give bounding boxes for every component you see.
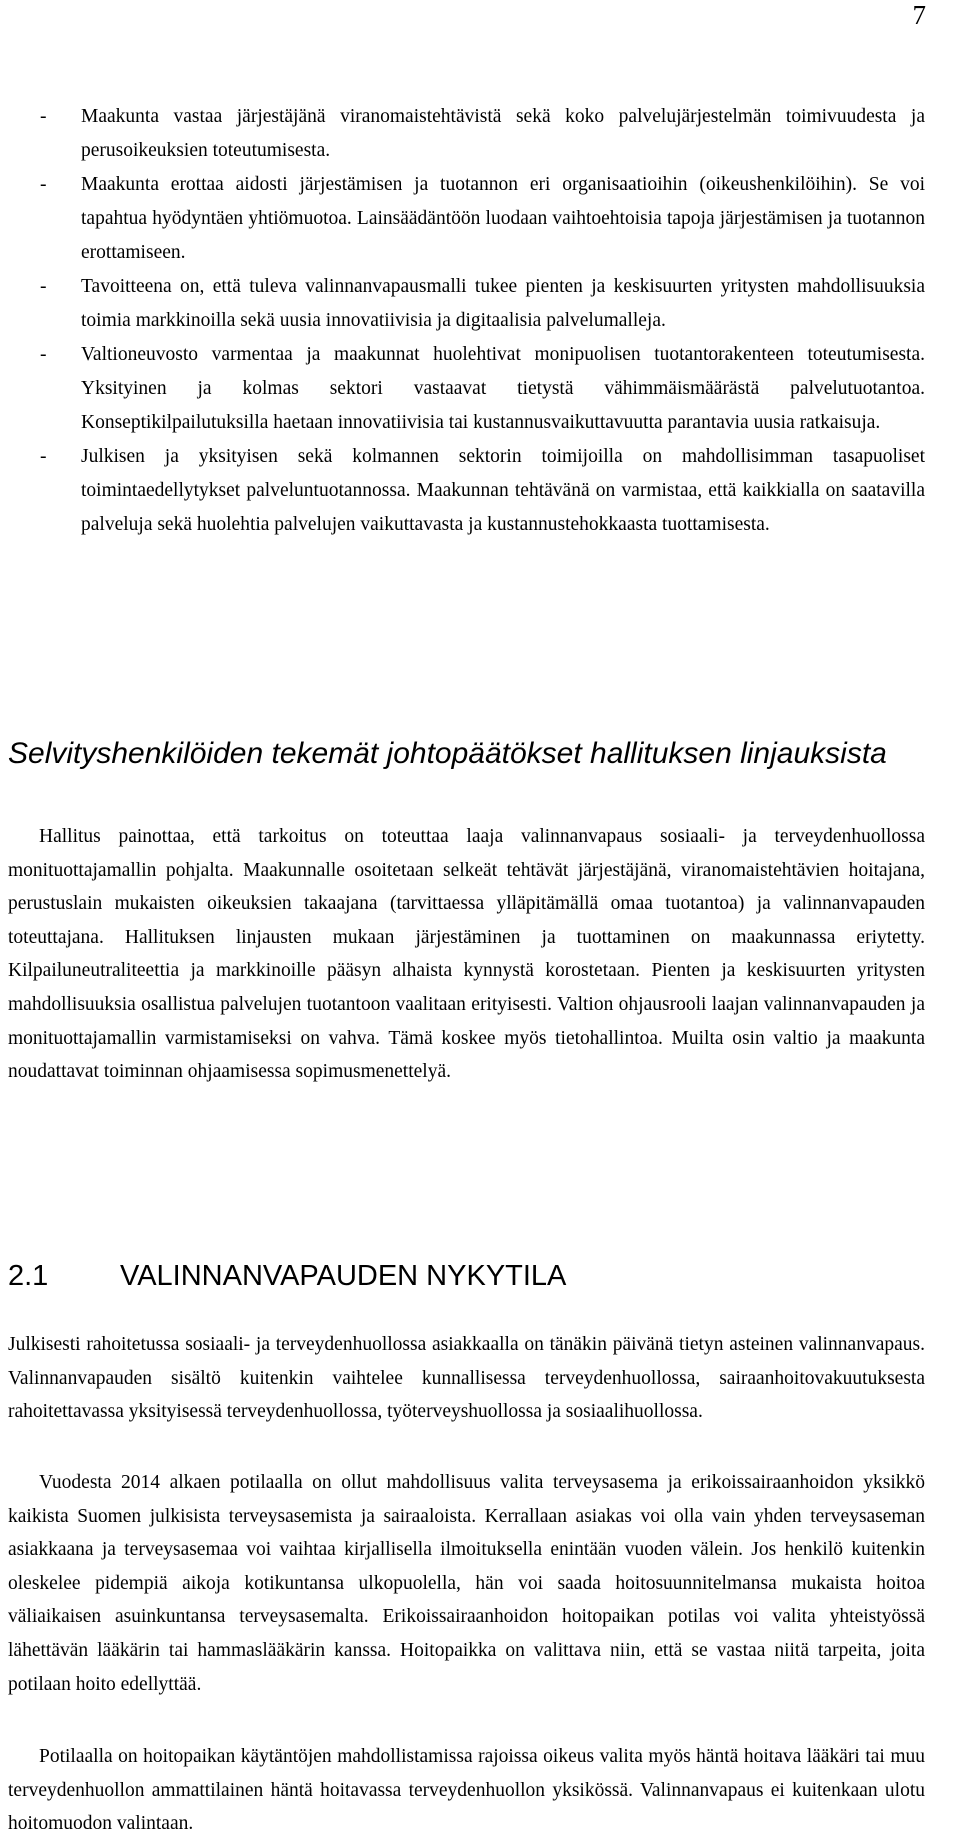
bullet-text: Tavoitteena on, että tuleva valinnanvapausmalli tukee pienten ja keskisuurten yritysten mahdollisuuksia toimia markkinoilla sekä uusia innovatiivisia ja digitaalisia palvelumalleja. <box>81 276 925 331</box>
section-heading-conclusions: Selvityshenkilöiden tekemät johtopäätökset hallituksen linjauksista <box>8 737 887 770</box>
page-number: 7 <box>912 0 926 30</box>
list-item <box>40 270 925 338</box>
paragraph-current-state-1: Julkisesti rahoitetussa sosiaali- ja terveydenhuollossa asiakkaalla on tänäkin päivänä tietyn asteinen valinnanvapaus. Valinnanvapauden sisältö kuitenkin vaihtelee kunnallisessa terveydenhuollossa, sairaanhoitovakuutuksesta rahoitettavassa yksityisessä terveydenhuollossa, työterveyshuollossa ja sosiaalihuollossa. <box>8 1334 925 1423</box>
bullet-list <box>40 100 925 542</box>
paragraph-conclusions: Hallitus painottaa, että tarkoitus on toteuttaa laaja valinnanvapaus sosiaali- ja terveydenhuollossa monituottajamallin pohjalta. Maakunnalle osoitetaan selkeät tehtävät järjestäjänä, viranomaistehtävien hoitajana, perustuslain mukaisten oikeuksien takaajana (tarvittaessa ylläpitämällä omaa tuotantoa) ja valinnanvapauden toteuttajana. Hallituksen linjausten mukaan järjestäminen ja tuottaminen on maakunnassa eriytetty. Kilpailuneutraliteettia ja markkinoille pääsyn alhaista kynnystä korostetaan. Pienten ja keskisuurten yritysten mahdollisuuksia osallistua palvelujen tuotantoon vaalitaan erityisesti. Valtion ohjausrooli laajan valinnanvapauden ja monituottajamallin varmistamiseksi on vahva. Tämä koskee myös tietohallintoa. Muilta osin valtio ja maakunta noudattavat toiminnan ohjaamisessa sopimusmenettelyä. <box>8 826 925 1083</box>
paragraph-current-state-2: Vuodesta 2014 alkaen potilaalla on ollut mahdollisuus valita terveysasema ja erikoissairaanhoidon yksikkö kaikista Suomen julkisista terveysasemista ja sairaaloista. Kerrallaan asiakas voi olla vain yhden terveysaseman asiakkaana ja terveysasemaa voi vaihtaa kirjallisella ilmoituksella enintään vuoden välein. Jos henkilö kuitenkin oleskelee pidempiä aikoja kotikuntansa ulkopuolella, hän voi saada hoitosuunnitelmansa mukaista hoitoa väliaikaisen asuinkuntansa terveysasemalta. Erikoissairaanhoidon hoitopaikan potilas voi valita yhteistyössä lähettävän lääkärin tai hammaslääkärin kanssa. Hoitopaikka on valittava niin, että se vastaa niitä tarpeita, joita potilaan hoito edellyttää. <box>8 1472 925 1695</box>
list-item <box>40 100 925 168</box>
section-heading-2-1 <box>8 1258 566 1294</box>
list-item <box>40 168 925 270</box>
section-title: VALINNANVAPAUDEN NYKYTILA <box>120 1260 567 1292</box>
bullet-text: Julkisen ja yksityisen sekä kolmannen sektorin toimijoilla on mahdollisimman tasapuoliset toimintaedellytykset palveluntuotannossa. Maakunnan tehtävänä on varmistaa, että kaikkialla on saatavilla palveluja sekä huolehtia palvelujen vaikuttavasta ja kustannustehokkaasta tuottamisesta. <box>81 446 925 535</box>
bullet-text: Maakunta erottaa aidosti järjestämisen ja tuotannon eri organisaatioihin (oikeushenkilöihin). Se voi tapahtua hyödyntäen yhtiömuotoa. Lainsäädäntöön luodaan vaihtoehtoisia tapoja järjestämisen ja tuotannon erottamiseen. <box>81 174 925 263</box>
bullet-dash: - <box>40 446 47 467</box>
section-number: 2.1 <box>8 1260 49 1292</box>
bullet-dash: - <box>40 106 47 127</box>
paragraph-current-state-3: Potilaalla on hoitopaikan käytäntöjen mahdollistamissa rajoissa oikeus valita myös häntä hoitava lääkäri tai muu terveydenhuollon ammattilainen häntä hoitavassa terveydenhuollon yksikössä. Valinnanvapaus ei kuitenkaan ulotu hoitomuodon valintaan. <box>8 1746 925 1835</box>
bullet-text: Valtioneuvosto varmentaa ja maakunnat huolehtivat monipuolisen tuotantorakenteen toteutumisesta. Yksityinen ja kolmas sektori vastaavat tietystä vähimmäismäärästä palvelutuotantoa. Konseptikilpailutuksilla haetaan innovatiivisia tai kustannusvaikuttavuutta parantavia uusia ratkaisuja. <box>81 344 925 433</box>
bullet-dash: - <box>40 276 47 297</box>
list-item <box>40 338 925 440</box>
bullet-dash: - <box>40 174 47 195</box>
bullet-dash: - <box>40 344 47 365</box>
list-item <box>40 440 925 542</box>
bullet-text: Maakunta vastaa järjestäjänä viranomaistehtävistä sekä koko palvelujärjestelmän toimivuudesta ja perusoikeuksien toteutumisesta. <box>81 106 925 161</box>
